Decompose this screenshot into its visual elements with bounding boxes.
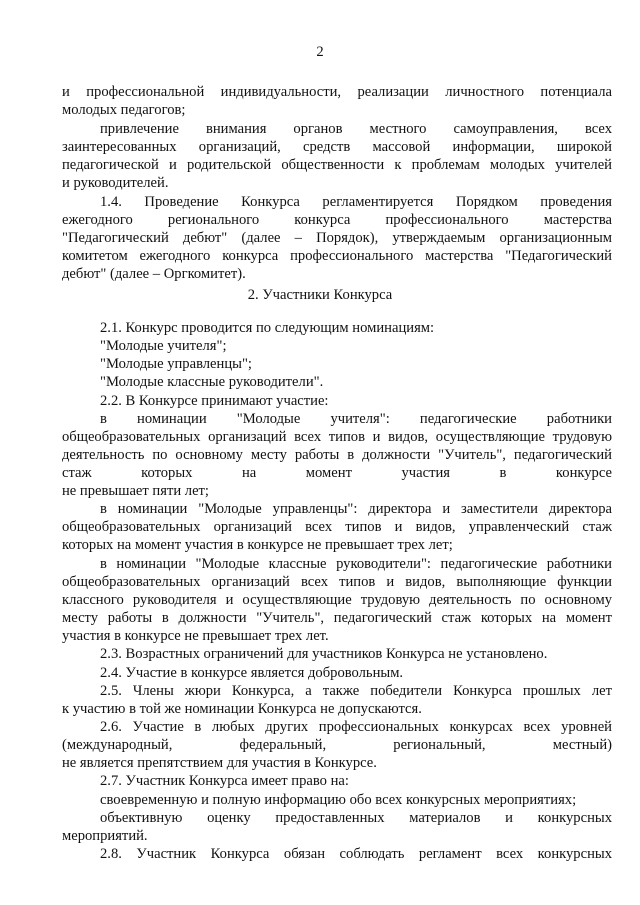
text-line: и руководителей. bbox=[62, 175, 169, 191]
text-line: "Молодые учителя"; bbox=[100, 338, 227, 354]
text-line: не превышает пяти лет; bbox=[62, 483, 209, 499]
section-heading: 2. Участники Конкурса bbox=[247, 287, 393, 303]
text-line: своевременную и полную информацию обо всех конкурсных мероприятиях; bbox=[100, 792, 577, 808]
text-line: "Педагогический дебют" (далее – Порядок), утверждаемым организационным bbox=[62, 230, 612, 246]
text-line: общеобразовательных организаций всех типов и видов, выполняющие функции bbox=[62, 574, 612, 590]
text-line: в номинации "Молодые классные руководители": педагогические работники bbox=[100, 556, 612, 572]
text-line: которых на момент участия в конкурсе не превышает трех лет; bbox=[62, 537, 453, 553]
text-line: не является препятствием для участия в Конкурсе. bbox=[62, 755, 377, 771]
text-line: комитетом ежегодного конкурса профессионального мастерства "Педагогический bbox=[62, 248, 612, 264]
text-line: 2.8. Участник Конкурса обязан соблюдать регламент всех конкурсных bbox=[100, 846, 612, 862]
text-line: "Молодые классные руководители". bbox=[100, 374, 324, 390]
text-line: мероприятий. bbox=[62, 828, 148, 844]
text-line: к участию в той же номинации Конкурса не допускаются. bbox=[62, 701, 422, 717]
text-line: стаж которых на момент участия в конкурсе bbox=[62, 465, 612, 481]
text-line: 1.4. Проведение Конкурса регламентируется Порядком проведения bbox=[100, 194, 612, 210]
text-line: месту работы в должности "Учитель", педагогический стаж которых на момент bbox=[62, 610, 612, 626]
text-line: 2.4. Участие в конкурсе является добровольным. bbox=[100, 665, 404, 681]
text-line: участия в конкурсе не превышает трех лет. bbox=[62, 628, 329, 644]
text-line: классного руководителя и осуществляющие трудовую деятельность по основному bbox=[62, 592, 612, 608]
text-line: общеобразовательных организаций всех типов и видов, осуществляющие трудовую bbox=[62, 429, 612, 445]
text-line: привлечение внимания органов местного самоуправления, всех bbox=[100, 121, 612, 137]
text-line: в номинации "Молодые учителя": педагогические работники bbox=[100, 411, 612, 427]
text-line: 2.5. Члены жюри Конкурса, а также победители Конкурса прошлых лет bbox=[100, 683, 612, 699]
text-line: 2.2. В Конкурсе принимают участие: bbox=[100, 393, 329, 409]
text-line: молодых педагогов; bbox=[62, 102, 186, 118]
text-line: "Молодые управленцы"; bbox=[100, 356, 252, 372]
text-line: 2.3. Возрастных ограничений для участников Конкурса не установлено. bbox=[100, 646, 548, 662]
text-line: в номинации "Молодые управленцы": директора и заместители директора bbox=[100, 501, 612, 517]
text-line: общеобразовательных организаций всех типов и видов, управленческий стаж bbox=[62, 519, 612, 535]
text-line: 2.7. Участник Конкурса имеет право на: bbox=[100, 773, 349, 789]
text-line: заинтересованных организаций, средств массовой информации, широкой bbox=[62, 139, 612, 155]
text-line: 2.6. Участие в любых других профессиональных конкурсах всех уровней bbox=[100, 719, 612, 735]
text-line: (международный, федеральный, региональный, местный) bbox=[62, 737, 612, 753]
text-line: ежегодного регионального конкурса профессионального мастерства bbox=[62, 212, 612, 228]
text-line: 2.1. Конкурс проводится по следующим номинациям: bbox=[100, 320, 435, 336]
text-line: педагогической и родительской общественности к проблемам молодых учителей bbox=[62, 157, 612, 173]
text-line: дебют" (далее – Оргкомитет). bbox=[62, 266, 246, 282]
page-number: 2 bbox=[316, 44, 324, 60]
text-line: деятельность по основному месту работы в должности "Учитель", педагогический bbox=[62, 447, 612, 463]
text-line: объективную оценку предоставленных материалов и конкурсных bbox=[100, 810, 612, 826]
text-line: и профессиональной индивидуальности, реализации личностного потенциала bbox=[62, 84, 612, 100]
